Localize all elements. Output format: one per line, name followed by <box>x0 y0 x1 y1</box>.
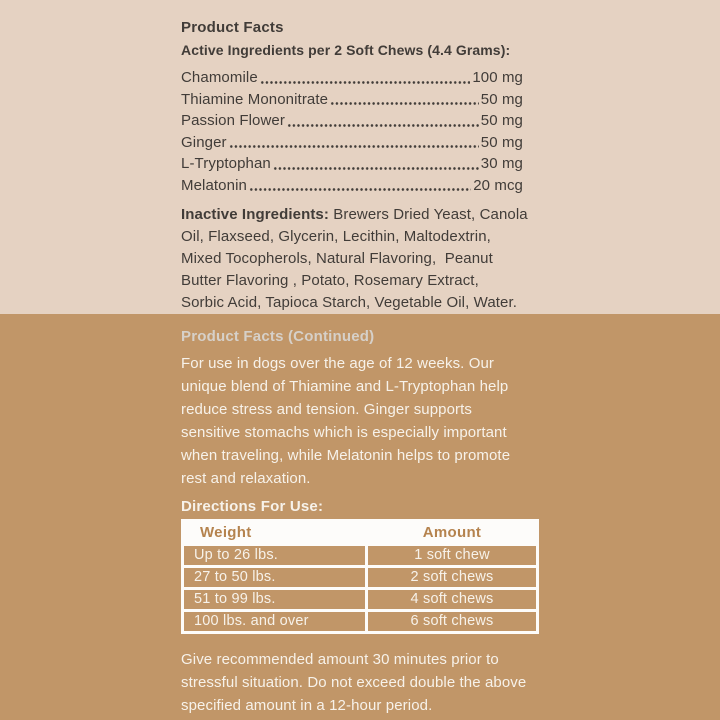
inactive-line: Mixed Tocopherols, Natural Flavoring, Peanut <box>181 250 493 267</box>
dosage-table-row <box>184 568 536 587</box>
note-line: Give recommended amount 30 minutes prior to <box>181 651 499 668</box>
weight-cell: 27 to 50 lbs. <box>184 568 365 587</box>
dotted-leader <box>273 153 479 175</box>
inactive-ingredients-paragraph <box>181 204 541 314</box>
ingredient-amount: 50 mg <box>480 133 523 151</box>
ingredient-amount: 20 mcg <box>473 176 523 194</box>
ingredient-amount: 30 mg <box>480 155 523 172</box>
inactive-line: Butter Flavoring , Potato, Rosemary Extract, <box>181 272 479 289</box>
description-line: reduce stress and tension. Ginger supports <box>181 401 473 418</box>
amount-cell: 4 soft chews <box>368 590 536 609</box>
ingredient-row <box>181 175 523 197</box>
ingredient-row <box>181 153 523 175</box>
dosage-note-paragraph <box>181 648 541 717</box>
dosage-table-row <box>184 546 536 565</box>
directions-heading: Directions For Use: <box>181 498 324 515</box>
ingredient-row <box>181 110 523 132</box>
description-line: For use in dogs over the age of 12 weeks. Our <box>181 355 495 372</box>
note-line: specified amount in a 12-hour period. <box>181 697 433 714</box>
description-line: when traveling, while Melatonin helps to promote <box>181 447 511 464</box>
dotted-leader <box>249 175 471 197</box>
note-line: stressful situation. Do not exceed double the above <box>181 674 527 691</box>
ingredient-name: Thiamine Mononitrate <box>181 90 329 108</box>
ingredient-name: Chamomile <box>181 69 258 86</box>
product-facts-panel <box>0 0 720 314</box>
ingredient-amount: 100 mg <box>472 69 523 86</box>
amount-cell: 1 soft chew <box>368 546 536 565</box>
dotted-leader <box>260 67 471 89</box>
inactive-ingredients-label: Inactive Ingredients: <box>181 206 329 223</box>
ingredient-row <box>181 132 523 154</box>
inactive-line-text: Brewers Dried Yeast, Canola <box>328 206 528 223</box>
weight-cell: Up to 26 lbs. <box>184 546 365 565</box>
dotted-leader <box>287 110 479 132</box>
dotted-leader <box>330 89 479 111</box>
weight-column-header: Weight <box>200 524 252 541</box>
active-ingredients-heading: Active Ingredients per 2 Soft Chews (4.4 Grams): <box>181 42 511 58</box>
dotted-leader <box>229 132 479 154</box>
product-facts-continued-title: Product Facts (Continued) <box>181 328 375 345</box>
ingredient-row <box>181 89 523 111</box>
product-facts-title: Product Facts <box>181 19 284 36</box>
weight-cell: 100 lbs. and over <box>184 612 365 631</box>
inactive-line: Oil, Flaxseed, Glycerin, Lecithin, Maltodextrin, <box>181 228 491 245</box>
active-ingredients-list <box>181 67 523 196</box>
usage-description-paragraph <box>181 352 541 490</box>
ingredient-row <box>181 67 523 89</box>
description-line: unique blend of Thiamine and L-Tryptophan help <box>181 378 509 395</box>
weight-cell: 51 to 99 lbs. <box>184 590 365 609</box>
ingredient-amount: 50 mg <box>480 112 523 129</box>
ingredient-amount: 50 mg <box>480 90 523 108</box>
dosage-table-header-row <box>184 522 536 543</box>
inactive-line: Sorbic Acid, Tapioca Starch, Vegetable Oil, Water. <box>181 294 518 311</box>
dosage-table-row <box>184 590 536 609</box>
ingredient-name: Passion Flower <box>181 112 285 129</box>
amount-cell: 6 soft chews <box>368 612 536 631</box>
amount-column-header: Amount <box>422 524 482 541</box>
ingredient-name: Melatonin <box>181 176 247 194</box>
product-facts-continued-panel <box>0 314 720 720</box>
amount-cell: 2 soft chews <box>368 568 536 587</box>
description-line: rest and relaxation. <box>181 470 311 487</box>
ingredient-name: L-Tryptophan <box>181 155 271 172</box>
ingredient-name: Ginger <box>181 133 227 151</box>
description-line: sensitive stomachs which is especially important <box>181 424 507 441</box>
inactive-line <box>181 204 541 226</box>
dosage-table <box>181 519 539 634</box>
dosage-table-row <box>184 612 536 631</box>
